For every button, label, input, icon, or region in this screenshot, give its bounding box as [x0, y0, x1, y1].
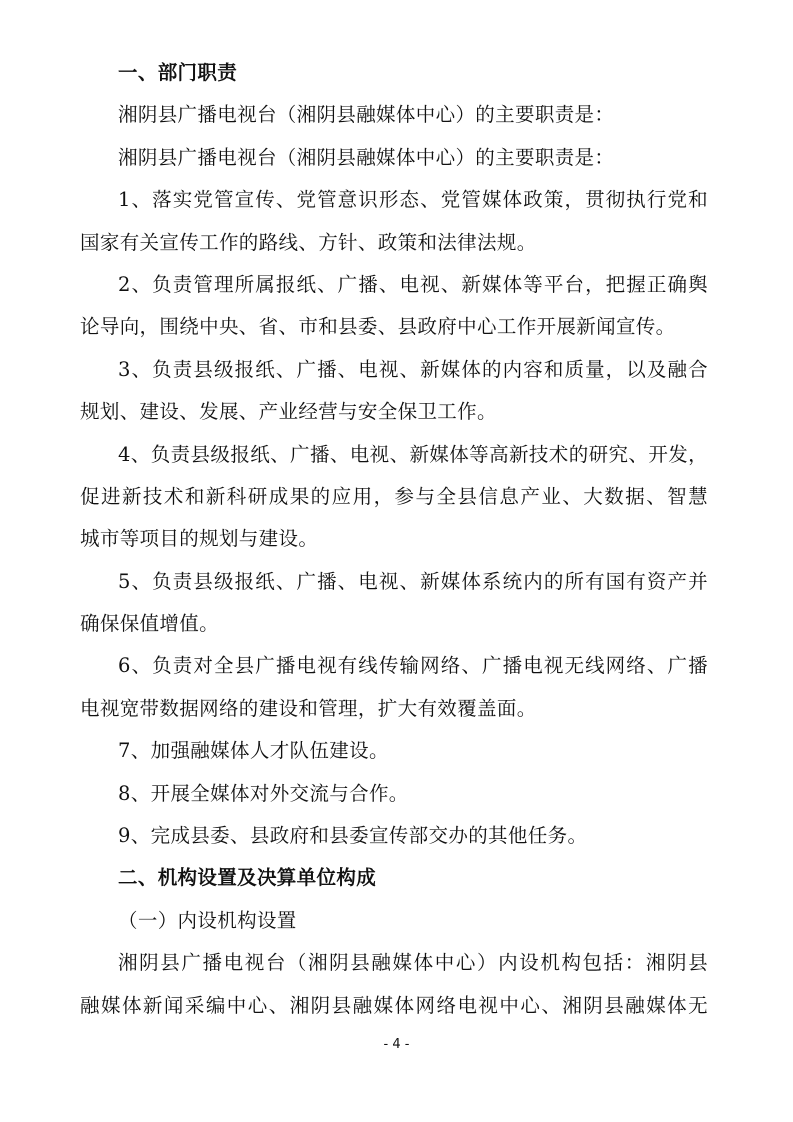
body-line: 1、落实党管宣传、党管意识形态、党管媒体政策，贯彻执行党和: [118, 188, 708, 212]
body-line: 8、开展全媒体对外交流与合作。: [118, 781, 409, 805]
body-line: （一）内设机构设置: [118, 908, 297, 932]
body-line: 确保保值增值。: [80, 612, 219, 636]
body-line: 9、完成县委、县政府和县委宣传部交办的其他任务。: [118, 824, 588, 848]
body-line: 融媒体新闻采编中心、湘阴县融媒体网络电视中心、湘阴县融媒体无: [80, 993, 708, 1017]
body-line: 论导向，围绕中央、省、市和县委、县政府中心工作开展新闻宣传。: [80, 315, 676, 339]
body-line: 7、加强融媒体人才队伍建设。: [118, 739, 389, 763]
body-line: 促进新技术和新科研成果的应用，参与全县信息产业、大数据、智慧: [80, 484, 708, 508]
body-line: 4、负责县级报纸、广播、电视、新媒体等高新技术的研究、开发，: [118, 442, 708, 466]
body-line: 城市等项目的规划与建设。: [80, 527, 319, 551]
body-line: 3、负责县级报纸、广播、电视、新媒体的内容和质量，以及融合: [118, 357, 708, 381]
body-line: 5、负责县级报纸、广播、电视、新媒体系统内的所有国有资产并: [118, 569, 708, 593]
body-line: 规划、建设、发展、产业经营与安全保卫工作。: [80, 400, 497, 424]
body-line: 国家有关宣传工作的路线、方针、政策和法律法规。: [80, 230, 537, 254]
section-heading: 一、部门职责: [118, 61, 238, 84]
body-line: 湘阴县广播电视台（湘阴县融媒体中心）的主要职责是：: [118, 103, 615, 127]
body-line: 湘阴县广播电视台（湘阴县融媒体中心）内设机构包括：湘阴县: [118, 951, 708, 975]
page-number: - 4 -: [383, 1037, 410, 1052]
body-line: 6、负责对全县广播电视有线传输网络、广播电视无线网络、广播: [118, 654, 708, 678]
body-line: 电视宽带数据网络的建设和管理，扩大有效覆盖面。: [80, 696, 537, 720]
section-heading: 二、机构设置及决算单位构成: [118, 866, 377, 890]
body-line: 湘阴县广播电视台（湘阴县融媒体中心）的主要职责是：: [118, 145, 615, 169]
body-line: 2、负责管理所属报纸、广播、电视、新媒体等平台，把握正确舆: [118, 272, 708, 296]
document-body: [80, 52, 746, 1027]
